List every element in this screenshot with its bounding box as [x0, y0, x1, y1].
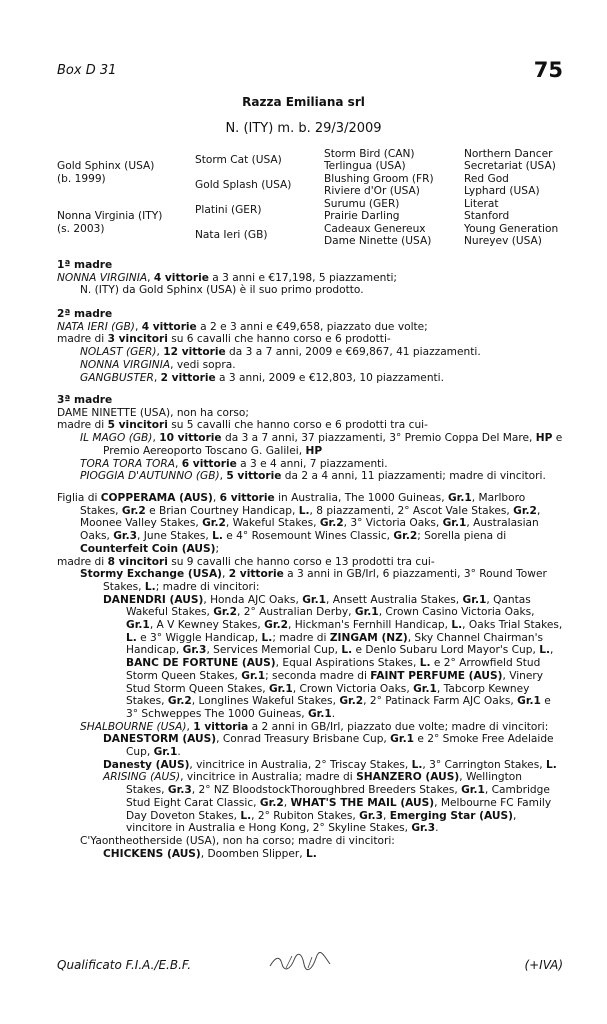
produce-item: NOLAST (GER), 12 vittorie da 3 a 7 anni, 2009 e €69,867, 41 piazzamenti.	[80, 346, 481, 359]
produce-item: DANESTORM (AUS), Conrad Treasury Brisbane Cup, Gr.1 e 2° Smoke Free Adelaide Cup, Gr.1.	[103, 733, 554, 759]
section-first-dam	[57, 259, 563, 297]
produce-item: SHALBOURNE (USA), 1 vittoria a 2 anni in GB/Irl, piazzato due volte; madre di vincitori:	[80, 720, 549, 733]
family-record: Figlia di COPPERAMA (AUS), 6 vittorie in Australia, The 1000 Guineas, Gr.1, Marlboro Stakes, Gr.2 e Brian Courtney Handicap, L., 8 piazzamenti, 2° Ascot Vale Stakes, Gr.2, Moonee Valley Stakes, Gr.2, Wakeful Stakes, Gr.2, 3° Victoria Oaks, Gr.1, Australasian Oaks, Gr.3, June Stakes, L. e 4° Rosemount Wines Classic, Gr.2; Sorella piena di Counterfeit Coin (AUS);	[57, 492, 541, 555]
produce-item: C'Yaontheotherside (USA), non ha corso; madre di vincitori:	[80, 834, 395, 847]
section-third-dam	[57, 394, 563, 483]
gen3-5: Surumu (GER)	[324, 198, 400, 210]
gen4-6: Stanford	[464, 210, 510, 222]
produce-item: PIOGGIA D'AUTUNNO (GB), 5 vittorie da 2 a 4 anni, 11 piazzamenti; madre di vincitori.	[80, 470, 546, 483]
section-heading: 2ª madre	[57, 308, 113, 320]
signature-icon	[268, 952, 332, 976]
gen3-7: Cadeaux Genereux	[324, 223, 426, 235]
dam	[57, 210, 162, 235]
footer-qualification: Qualificato F.I.A./E.B.F.	[57, 958, 192, 972]
horse-subtitle: N. (ITY) m. b. 29/3/2009	[225, 121, 382, 136]
section-heading: 3ª madre	[57, 394, 113, 406]
produce-item: NONNA VIRGINIA, vedi sopra.	[80, 358, 236, 371]
section-family	[57, 492, 563, 860]
breeder-title: Razza Emiliana srl	[242, 95, 365, 109]
page-number: 75	[533, 58, 563, 82]
gen4-2: Secretariat (USA)	[464, 160, 556, 172]
gen3-8: Dame Ninette (USA)	[324, 235, 432, 247]
dam-produce: madre di 5 vincitori su 5 cavalli che hanno corso e 6 prodotti tra cui-	[57, 419, 428, 432]
dam-record: NONNA VIRGINIA, 4 vittorie a 3 anni e €17,198, 5 piazzamenti;	[57, 271, 397, 284]
dam-name: Nonna Virginia (ITY)	[57, 210, 163, 222]
gen3-3: Blushing Groom (FR)	[324, 173, 434, 185]
gen3-1: Storm Bird (CAN)	[324, 148, 415, 160]
sire-name: Gold Sphinx (USA)	[57, 160, 155, 172]
produce-item: Stormy Exchange (USA), 2 vittorie a 3 anni in GB/Irl, 6 piazzamenti, 3° Round Tower Stakes, L.; madre di vincitori:	[80, 568, 547, 593]
dam-record: NATA IERI (GB), 4 vittorie a 2 e 3 anni e €49,658, piazzato due volte;	[57, 320, 428, 333]
gen2-3: Platini (GER)	[195, 204, 262, 216]
box-label: Box D 31	[57, 63, 117, 78]
gen4-5: Literat	[464, 198, 499, 210]
section-second-dam	[57, 308, 563, 384]
produce-item: Danesty (AUS), vincitrice in Australia, 2° Triscay Stakes, L., 3° Carrington Stakes, L.	[103, 758, 557, 771]
footer-vat: (+IVA)	[524, 958, 563, 972]
dam-produce: N. (ITY) da Gold Sphinx (USA) è il suo primo prodotto.	[80, 284, 364, 297]
gen4-8: Nureyev (USA)	[464, 235, 542, 247]
gen3-4: Riviere d'Or (USA)	[324, 185, 420, 197]
sire	[57, 160, 154, 185]
gen3-2: Terlingua (USA)	[324, 160, 406, 172]
produce-item: IL MAGO (GB), 10 vittorie da 3 a 7 anni, 37 piazzamenti, 3° Premio Coppa Del Mare, HP e Premio Aereoporto Toscano G. Galilei, HP	[80, 432, 563, 457]
gen4-3: Red God	[464, 173, 509, 185]
dam-produce: madre di 3 vincitori su 6 cavalli che hanno corso e 6 prodotti-	[57, 333, 391, 346]
pedigree-table	[0, 0, 607, 247]
gen4-7: Young Generation	[464, 223, 559, 235]
gen3-6: Prairie Darling	[324, 210, 400, 222]
gen4-1: Northern Dancer	[464, 148, 553, 160]
gen2-4: Nata Ieri (GB)	[195, 229, 268, 241]
gen4-4: Lyphard (USA)	[464, 185, 540, 197]
produce-item: GANGBUSTER, 2 vittorie a 3 anni, 2009 e €12,803, 10 piazzamenti.	[80, 371, 444, 384]
gen2-2: Gold Splash (USA)	[195, 179, 292, 191]
sire-year: (b. 1999)	[57, 172, 106, 185]
produce-item: DANENDRI (AUS), Honda AJC Oaks, Gr.1, Ansett Australia Stakes, Gr.1, Qantas Wakeful Stakes, Gr.2, 2° Australian Derby, Gr.1, Crown Casino Victoria Oaks, Gr.1, A V Kewney Stakes, Gr.2, Hickman's Fernhill Handicap, L., Oaks Trial Stakes, L. e 3° Wiggle Handicap, L.; madre di ZINGAM (NZ), Sky Channel Chairman's Handicap, Gr.3, Services Memorial Cup, L. e Denlo Subaru Lord Mayor's Cup, L., BANC DE FORTUNE (AUS), Equal Aspirations Stakes, L. e 2° Arrowfield Stud Storm Queen Stakes, Gr.1; seconda madre di FAINT PERFUME (AUS), Vinery Stud Storm Queen Stakes, Gr.1, Crown Victoria Oaks, Gr.1, Tabcorp Kewney Stakes, Gr.2, Longlines Wakeful Stakes, Gr.2, 2° Patinack Farm AJC Oaks, Gr.1 e 3° Schweppes The 1000 Guineas, Gr.1.	[103, 593, 563, 720]
produce-item: CHICKENS (AUS), Doomben Slipper, L.	[103, 847, 317, 860]
dam-record: DAME NINETTE (USA), non ha corso;	[57, 406, 249, 419]
dam-year: (s. 2003)	[57, 222, 105, 235]
family-produce: madre di 8 vincitori su 9 cavalli che hanno corso e 13 prodotti tra cui-	[57, 555, 435, 568]
section-heading: 1ª madre	[57, 259, 113, 271]
produce-item: ARISING (AUS), vincitrice in Australia; madre di SHANZERO (AUS), Wellington Stakes, Gr.3, 2° NZ BloodstockThoroughbred Breeders Stakes, Gr.1, Cambridge Stud Eight Carat Classic, Gr.2, WHAT'S THE MAIL (AUS), Melbourne FC Family Day Doveton Stakes, L., 2° Rubiton Stakes, Gr.3, Emerging Star (AUS), vincitore in Australia e Hong Kong, 2° Skyline Stakes, Gr.3.	[103, 771, 552, 835]
gen2-1: Storm Cat (USA)	[195, 154, 282, 166]
produce-item: TORA TORA TORA, 6 vittorie a 3 e 4 anni, 7 piazzamenti.	[80, 457, 388, 470]
